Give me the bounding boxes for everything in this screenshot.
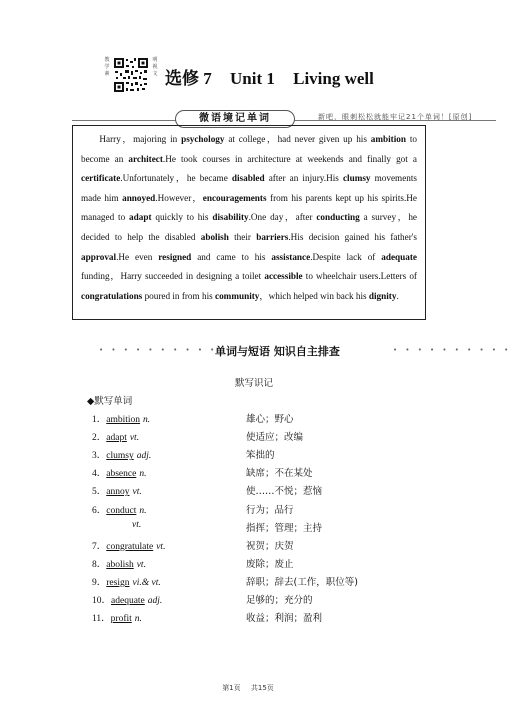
passage-text-segment: to become an <box>81 134 417 164</box>
passage-text-segment: .However， <box>155 192 203 203</box>
vocab-part-of-speech: vi.& vt. <box>132 577 161 588</box>
passage-keyword: certificate <box>81 173 121 184</box>
passage-text-segment: .He took courses in architecture at weekends and finally got a <box>162 153 417 164</box>
banner-note: 新吧，眼刺松松就能牢记21个单词！[原创] <box>318 113 473 121</box>
passage-text-segment: from his parents kept up his spirits.He managed to <box>81 192 417 223</box>
vocab-item <box>92 520 141 538</box>
context-passage-box <box>72 125 426 320</box>
passage-keyword: barriers <box>256 231 289 242</box>
vocab-term: resign <box>106 577 130 588</box>
passage-paragraph <box>81 130 417 306</box>
vocab-meaning: 收益；利润；盈利 <box>246 613 323 625</box>
passage-text-segment: after an injury.His <box>264 173 343 184</box>
vocab-part-of-speech: vt. <box>136 559 146 570</box>
vocab-number: 3． <box>92 451 107 462</box>
passage-keyword: adequate <box>381 251 417 262</box>
vocab-part-of-speech: n. <box>143 415 151 425</box>
passage-keyword: architect <box>128 153 163 164</box>
vocab-meaning: 祝贺；庆贺 <box>246 540 294 552</box>
vocab-meaning: 行为；品行 <box>246 504 294 516</box>
vocab-number: 8． <box>92 559 107 570</box>
passage-keyword: congratulations <box>81 290 143 301</box>
qr-code-icon <box>113 57 149 93</box>
vocab-term: profit <box>110 614 132 625</box>
passage-text-segment: and came to his <box>191 251 272 262</box>
vocab-number: 1． <box>92 415 107 425</box>
title-module: 选修 7 <box>165 69 212 88</box>
banner-dots-left: • • • • • • • • • • <box>99 346 218 354</box>
passage-keyword: annoyed <box>122 192 156 203</box>
vocab-heading: 默写识记 <box>235 378 274 389</box>
footer-total: 共15页 <box>250 684 274 692</box>
passage-text-segment: movements made him <box>81 173 417 203</box>
vocab-item <box>92 556 146 574</box>
vocab-meaning: 废除；废止 <box>246 558 294 570</box>
passage-text-segment: at college，had never given up his <box>224 134 371 144</box>
vocab-meaning: 辞职；辞去(工作，职位等) <box>246 576 358 588</box>
vocab-part-of-speech: n. <box>139 469 147 480</box>
vocab-meaning: 足够的；充分的 <box>246 595 313 606</box>
vocab-meaning: 缺席；不在某处 <box>246 468 313 480</box>
vocab-number: 5． <box>92 487 107 498</box>
vocab-part-of-speech: n. <box>134 614 142 625</box>
qr-left-caption: 教学素 <box>104 57 110 77</box>
page-title <box>165 64 388 89</box>
vocab-item <box>92 610 142 628</box>
vocab-item <box>92 411 150 429</box>
vocab-number: 4． <box>92 469 107 480</box>
section-banner-words <box>99 343 511 358</box>
vocab-number: 7． <box>92 541 107 552</box>
passage-keyword: resigned <box>158 251 192 262</box>
vocab-part-of-speech: vt. <box>132 519 142 530</box>
vocab-term: clumsy <box>106 451 134 462</box>
passage-keyword: abolish <box>200 231 229 242</box>
passage-keyword: psychology <box>181 134 225 144</box>
vocab-item <box>92 465 146 483</box>
passage-text-segment: .Despite lack of <box>310 251 382 262</box>
qr-right-caption: 明视文 <box>152 57 158 77</box>
passage-keyword: disability <box>212 212 249 223</box>
vocab-item <box>92 447 151 465</box>
passage-keyword: dignity <box>368 290 397 301</box>
title-topic: Living well <box>293 69 374 88</box>
vocab-item <box>92 592 162 610</box>
vocab-item <box>92 574 161 592</box>
passage-text-segment: a survey，he decided to help the disabled <box>81 212 418 242</box>
vocab-part-of-speech: vt. <box>132 487 142 498</box>
vocab-part-of-speech: vt. <box>156 541 166 552</box>
vocab-term: adequate <box>111 596 145 606</box>
vocab-meaning: 使适应；改编 <box>246 432 304 444</box>
vocab-meaning: 使……不悦；惹恼 <box>246 486 323 498</box>
vocab-number: 2． <box>92 433 107 444</box>
passage-keyword: accessible <box>264 271 303 282</box>
passage-text-segment: poured in from his <box>142 290 215 301</box>
vocab-part-of-speech: n. <box>139 505 147 516</box>
passage-keyword: clumsy <box>342 173 371 184</box>
vocab-term: annoy <box>106 487 130 498</box>
passage-keyword: approval <box>81 251 117 262</box>
vocab-item <box>92 538 165 556</box>
vocab-meaning: 指挥；管理；主持 <box>246 522 323 534</box>
banner-dots-right: • • • • • • • • • • <box>393 346 511 354</box>
vocab-item <box>92 429 139 447</box>
title-unit: Unit 1 <box>230 69 275 88</box>
footer-page: 第1页 <box>222 684 241 692</box>
passage-text-segment: .One day，after <box>248 212 317 223</box>
passage-keyword: adapt <box>129 212 152 223</box>
vocab-term: conduct <box>106 505 137 516</box>
passage-text-segment: Harry，majoring in <box>99 134 182 144</box>
banner-words-label: 单词与短语 知识自主排查 <box>215 345 340 358</box>
passage-text-segment: .His decision gained his father's <box>288 231 418 242</box>
passage-keyword: conducting <box>316 212 360 223</box>
vocab-number: 6． <box>92 505 107 516</box>
passage-text-segment: .He even <box>116 251 159 262</box>
vocab-item <box>92 483 142 501</box>
vocab-term: absence <box>106 469 137 480</box>
passage-text-segment: funding，Harry succeeded in designing a toilet <box>81 271 265 282</box>
passage-text-segment: to wheelchair users.Letters of <box>302 271 417 282</box>
passage-keyword: assistance <box>271 251 311 262</box>
section-banner-context <box>72 107 496 127</box>
vocab-part-of-speech: adj. <box>147 596 163 606</box>
vocab-item <box>92 502 146 520</box>
vocab-term: abolish <box>106 559 134 570</box>
passage-text-segment: their <box>228 231 257 242</box>
passage-text-segment: quickly to his <box>151 212 213 223</box>
passage-text-segment: . <box>396 290 399 301</box>
passage-keyword: disabled <box>231 173 265 184</box>
vocab-number: 11． <box>92 614 111 625</box>
vocab-number: 9． <box>92 577 107 588</box>
vocab-term: congratulate <box>106 541 154 552</box>
passage-text-segment: .Unfortunately，he became <box>120 173 232 184</box>
banner-pill-label: 微语境记单词 <box>175 110 295 128</box>
passage-keyword: ambition <box>370 134 406 144</box>
page-footer <box>0 683 496 693</box>
vocab-meaning: 笨拙的 <box>246 450 275 462</box>
vocab-term: ambition <box>106 415 141 425</box>
qr-code-block <box>103 57 159 95</box>
vocab-part-of-speech: adj. <box>136 451 152 462</box>
vocab-number: 10． <box>92 596 112 606</box>
vocab-meaning: 雄心；野心 <box>246 414 294 425</box>
passage-text-segment: ，which helped win back his <box>259 290 369 301</box>
vocab-term: adapt <box>106 433 127 444</box>
passage-keyword: community <box>215 290 260 301</box>
vocab-part-of-speech: vt. <box>129 433 140 444</box>
vocab-section-label: ◆默写单词 <box>87 396 133 407</box>
passage-keyword: encouragements <box>202 192 267 203</box>
